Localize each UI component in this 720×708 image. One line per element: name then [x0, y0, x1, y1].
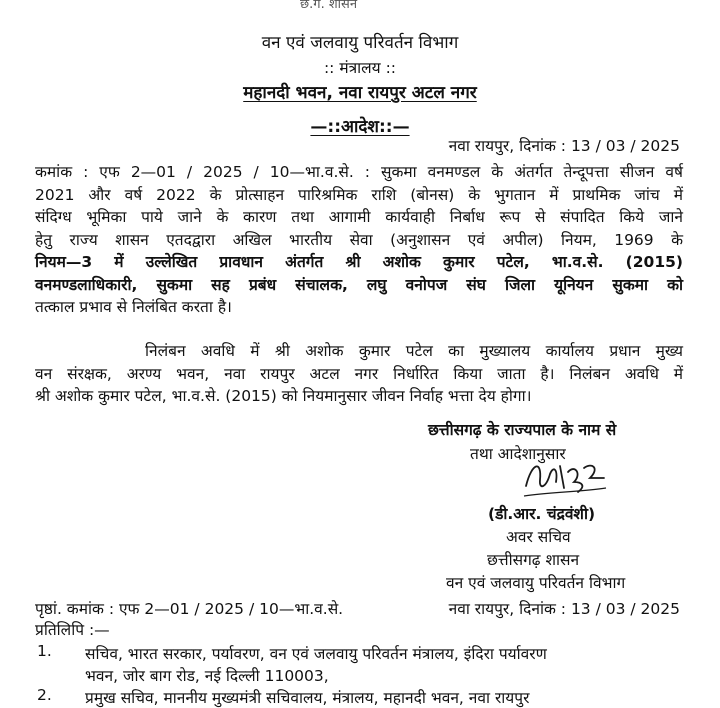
endorsement-number: पृष्ठां. कमांक : एफ 2—01 / 2025 / 10—भा.व.से. — [35, 600, 344, 618]
order-place-date: नवा रायपुर, दिनांक : 13 / 03 / 2025 — [448, 137, 680, 155]
signatory-government: छत्तीसगढ़ शासन — [487, 551, 580, 569]
ministry-heading: :: मंत्रालय :: — [323, 59, 397, 77]
paragraph-line: नियम—3 में उल्लेखित प्रावधान अंतर्गत श्री अशोक कुमार पटेल, भा.व.से. (2015) — [35, 253, 683, 271]
governor-authority-line: छत्तीसगढ़ के राज्यपाल के नाम से — [428, 421, 617, 439]
top-cut-text: छ.ग. शासन — [300, 0, 358, 12]
paragraph-line: वन संरक्षक, अरण्य भवन, नवा रायपुर अटल नगर निर्धारित किया जाता है। निलंबन अवधि में — [35, 364, 683, 383]
copy-item-number: 1. — [37, 642, 52, 660]
order-heading: —::आदेश::— — [310, 117, 410, 137]
paragraph-line: निलंबन अवधि में श्री अशोक कुमार पटेल का मुख्यालय कार्यालय प्रधान मुख्य — [145, 342, 683, 360]
department-heading: वन एवं जलवायु परिवर्तन विभाग — [261, 33, 459, 53]
copy-item-number: 2. — [37, 686, 52, 704]
order-authority-line: तथा आदेशानुसार — [470, 445, 566, 463]
paragraph-line: तत्काल प्रभाव से निलंबित करता है। — [35, 298, 232, 316]
signatory-department: वन एवं जलवायु परिवर्तन विभाग — [446, 574, 626, 592]
order-paragraph-1 — [35, 161, 683, 319]
paragraph-line: श्री अशोक कुमार पटेल, भा.व.से. (2015) को नियमानुसार जीवन निर्वाह भत्ता देय होगा। — [35, 387, 532, 405]
paragraph-line: हेतु राज्य शासन एतदद्वारा अखिल भारतीय सेवा (अनुशासन एवं अपील) नियम, 1969 के — [35, 230, 683, 249]
signatory-designation: अवर सचिव — [506, 528, 571, 546]
copy-item-line: सचिव, भारत सरकार, पर्यावरण, वन एवं जलवायु परिवर्तन मंत्रालय, इंदिरा पर्यावरण — [85, 645, 547, 663]
copy-item-line: प्रमुख सचिव, माननीय मुख्यमंत्री सचिवालय, मंत्रालय, महानदी भवन, नवा रायपुर — [85, 689, 530, 707]
copy-item-line: भवन, जोर बाग रोड, नई दिल्ली 110003, — [85, 667, 329, 685]
signatory-name: (डी.आर. चंद्रवंशी) — [488, 505, 596, 523]
endorsement-place-date: नवा रायपुर, दिनांक : 13 / 03 / 2025 — [448, 600, 680, 618]
paragraph-line: 2021 और वर्ष 2022 के प्रोत्साहन पारिश्रमिक राशि (बोनस) के भुगतान में प्राथमिक जांच में — [35, 185, 683, 204]
paragraph-line: वनमण्डलाधिकारी, सुकमा सह प्रबंध संचालक, लघु वनोपज संघ जिला यूनियन सुकमा को — [35, 275, 683, 294]
copy-to-label: प्रतिलिपि :— — [35, 621, 110, 639]
paragraph-line: संदिग्ध भूमिका पाये जाने के कारण तथा आगामी कार्यवाही निर्बाध रूप से संपादित किये जाने — [35, 208, 683, 226]
order-paragraph-2 — [35, 340, 683, 408]
handwritten-signature — [520, 452, 610, 500]
paragraph-line: कमांक : एफ 2—01 / 2025 / 10—भा.व.से. : सुकमा वनमण्डल के अंतर्गत तेन्दूपत्ता सीजन वर्ष — [35, 163, 683, 181]
address-heading: महानदी भवन, नवा रायपुर अटल नगर — [243, 83, 477, 103]
